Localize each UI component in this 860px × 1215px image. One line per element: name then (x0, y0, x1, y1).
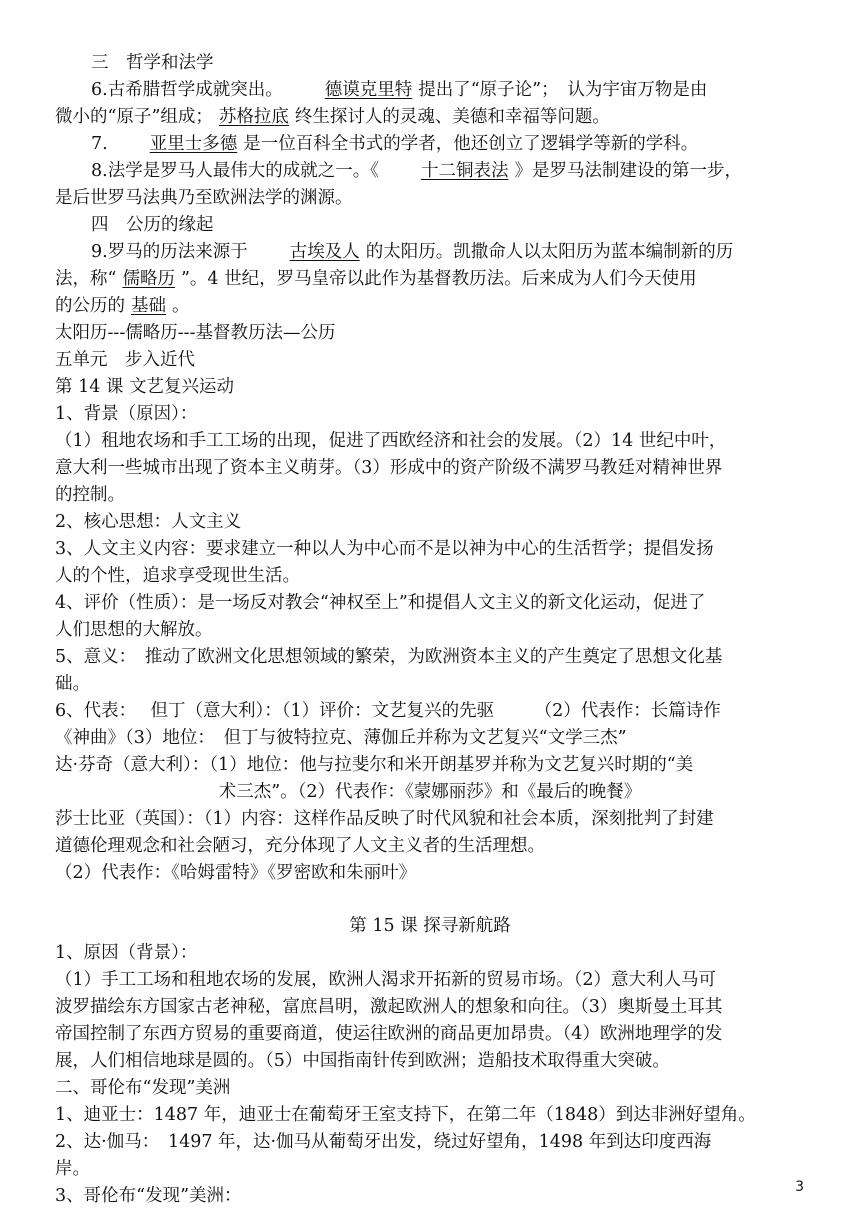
text: ”。4 世纪，罗马皇帝以此作为基督教历法。后来成为人们今天使用 (180, 269, 697, 289)
question-8-line-1 (55, 158, 805, 185)
spacer (55, 887, 805, 913)
paragraph-line: 二、哥伦布“发现”美洲 (55, 1078, 231, 1098)
paragraph-line: 础。 (55, 674, 90, 694)
text: 是后世罗马法典乃至欧洲法学的渊源。 (55, 188, 353, 208)
question-number: 7. (91, 134, 108, 154)
text: 8.法学是罗马人最伟大的成就之一。《 (91, 161, 379, 181)
paragraph-line: 3、哥伦布“发现”美洲： (55, 1186, 242, 1206)
paragraph-line: 1、原因（背景）： (55, 943, 198, 963)
paragraph-line: 2、达·伽马： 1497 年，达·伽马从葡萄牙出发，绕过好望角，1498 年到达印度西海 (55, 1132, 712, 1152)
paragraph-line: 岸。 (55, 1159, 90, 1179)
paragraph-line: 6、代表： 但丁（意大利）：（1）评价：文艺复兴的先驱 （2）代表作：长篇诗作 (55, 701, 721, 721)
text: 微小的“原子”组成； (55, 107, 213, 127)
paragraph-line: 1、迪亚士：1487 年，迪亚士在葡萄牙王室支持下，在第二年（1848）到达非洲好望角。 (55, 1105, 756, 1125)
text: 》是罗马法制建设的第一步， (514, 161, 742, 181)
section-heading (55, 50, 805, 77)
paragraph-line: 《神曲》（3）地位： 但丁与彼特拉克、薄伽丘并称为文艺复兴“文学三杰” (55, 728, 627, 748)
text: 9.罗马的历法来源于 (91, 242, 248, 262)
answer-blank: 德谟克里特 (324, 80, 413, 100)
answer-blank: 基础 (131, 296, 166, 316)
paragraph-line: 帝国控制了东西方贸易的重要商道，使运往欧洲的商品更加昂贵。（4）欧洲地理学的发 (55, 1024, 723, 1044)
answer-blank: 亚里士多德 (149, 134, 238, 154)
text: 是一位百科全书式的学者，他还创立了逻辑学等新的学科。 (243, 134, 699, 154)
paragraph-line: 道德伦理观念和社会陋习，充分体现了人文主义者的生活理想。 (55, 836, 545, 856)
paragraph-line: 2、核心思想：人文主义 (55, 512, 242, 532)
question-6-line-1 (55, 77, 805, 104)
question-6-line-2 (55, 104, 805, 131)
text: 的太阳历。凯撒命人以太阳历为蓝本编制新的历 (365, 242, 734, 262)
paragraph-line: 1、背景（原因）： (55, 404, 198, 424)
heading-text: 三 哲学和法学 (91, 53, 214, 73)
paragraph-line: 展，人们相信地球是圆的。（5）中国指南针传到欧洲；造船技术取得重大突破。 (55, 1051, 670, 1071)
question-9-line-1 (55, 239, 805, 266)
calendar-chain: 太阳历---儒略历---基督教历法—公历 (55, 323, 336, 343)
text: 终生探讨人的灵魂、美德和幸福等问题。 (294, 107, 610, 127)
answer-blank: 古埃及人 (289, 242, 360, 262)
paragraph-line: 波罗描绘东方国家古老神秘，富庶昌明，激起欧洲人的想象和向往。（3）奥斯曼土耳其 (55, 997, 723, 1017)
text: 。 (172, 296, 190, 316)
paragraph-line: 意大利一些城市出现了资本主义萌芽。（3）形成中的资产阶级不满罗马教廷对精神世界 (55, 458, 723, 478)
answer-blank: 苏格拉底 (218, 107, 289, 127)
document-page (55, 50, 805, 1210)
question-7 (55, 131, 805, 158)
text: 提出了“原子论”； 认为宇宙万物是由 (418, 80, 708, 100)
text: 6.古希腊哲学成就突出。 (91, 80, 283, 100)
paragraph-line: 4、评价（性质）：是一场反对教会“神权至上”和提倡人文主义的新文化运动，促进了 (55, 593, 706, 613)
answer-blank: 儒略历 (122, 269, 175, 289)
section-heading (55, 212, 805, 239)
question-9-line-3 (55, 293, 805, 320)
text: 法，称“ (55, 269, 117, 289)
paragraph-line: 的控制。 (55, 485, 125, 505)
text: 的公历的 (55, 296, 125, 316)
heading-text: 四 公历的缘起 (91, 215, 214, 235)
lesson-14-title: 第 14 课 文艺复兴运动 (55, 377, 234, 397)
paragraph-line: 5、意义： 推动了欧洲文化思想领域的繁荣，为欧洲资本主义的产生奠定了思想文化基 (55, 647, 723, 667)
lesson-15-title: 第 15 课 探寻新航路 (349, 916, 511, 936)
paragraph-line: （2）代表作：《哈姆雷特》《罗密欧和朱丽叶》 (55, 863, 417, 883)
paragraph-line: 达·芬奇（意大利）：（1）地位：他与拉斐尔和米开朗基罗并称为文艺复兴时期的“美 (55, 755, 694, 775)
page-number: 3 (795, 1179, 804, 1195)
paragraph-line: 人的个性，追求享受现世生活。 (55, 566, 300, 586)
paragraph-line: （1）租地农场和手工工场的出现，促进了西欧经济和社会的发展。（2）14 世纪中叶， (55, 431, 727, 451)
question-9-line-2 (55, 266, 805, 293)
paragraph-line: 3、人文主义内容：要求建立一种以人为中心而不是以神为中心的生活哲学；提倡发扬 (55, 539, 714, 559)
paragraph-line: 人们思想的大解放。 (55, 620, 213, 640)
paragraph-line: 莎士比亚（英国）：（1）内容：这样作品反映了时代风貌和社会本质，深刻批判了封建 (55, 809, 714, 829)
unit-heading: 五单元 步入近代 (55, 350, 195, 370)
question-8-line-2 (55, 185, 805, 212)
paragraph-line: 术三杰”。（2）代表作：《蒙娜丽莎》和《最后的晚餐》 (218, 782, 642, 802)
paragraph-line: （1）手工工场和租地农场的发展，欧洲人渴求开拓新的贸易市场。（2）意大利人马可 (55, 970, 717, 990)
answer-blank: 十二铜表法 (420, 161, 509, 181)
